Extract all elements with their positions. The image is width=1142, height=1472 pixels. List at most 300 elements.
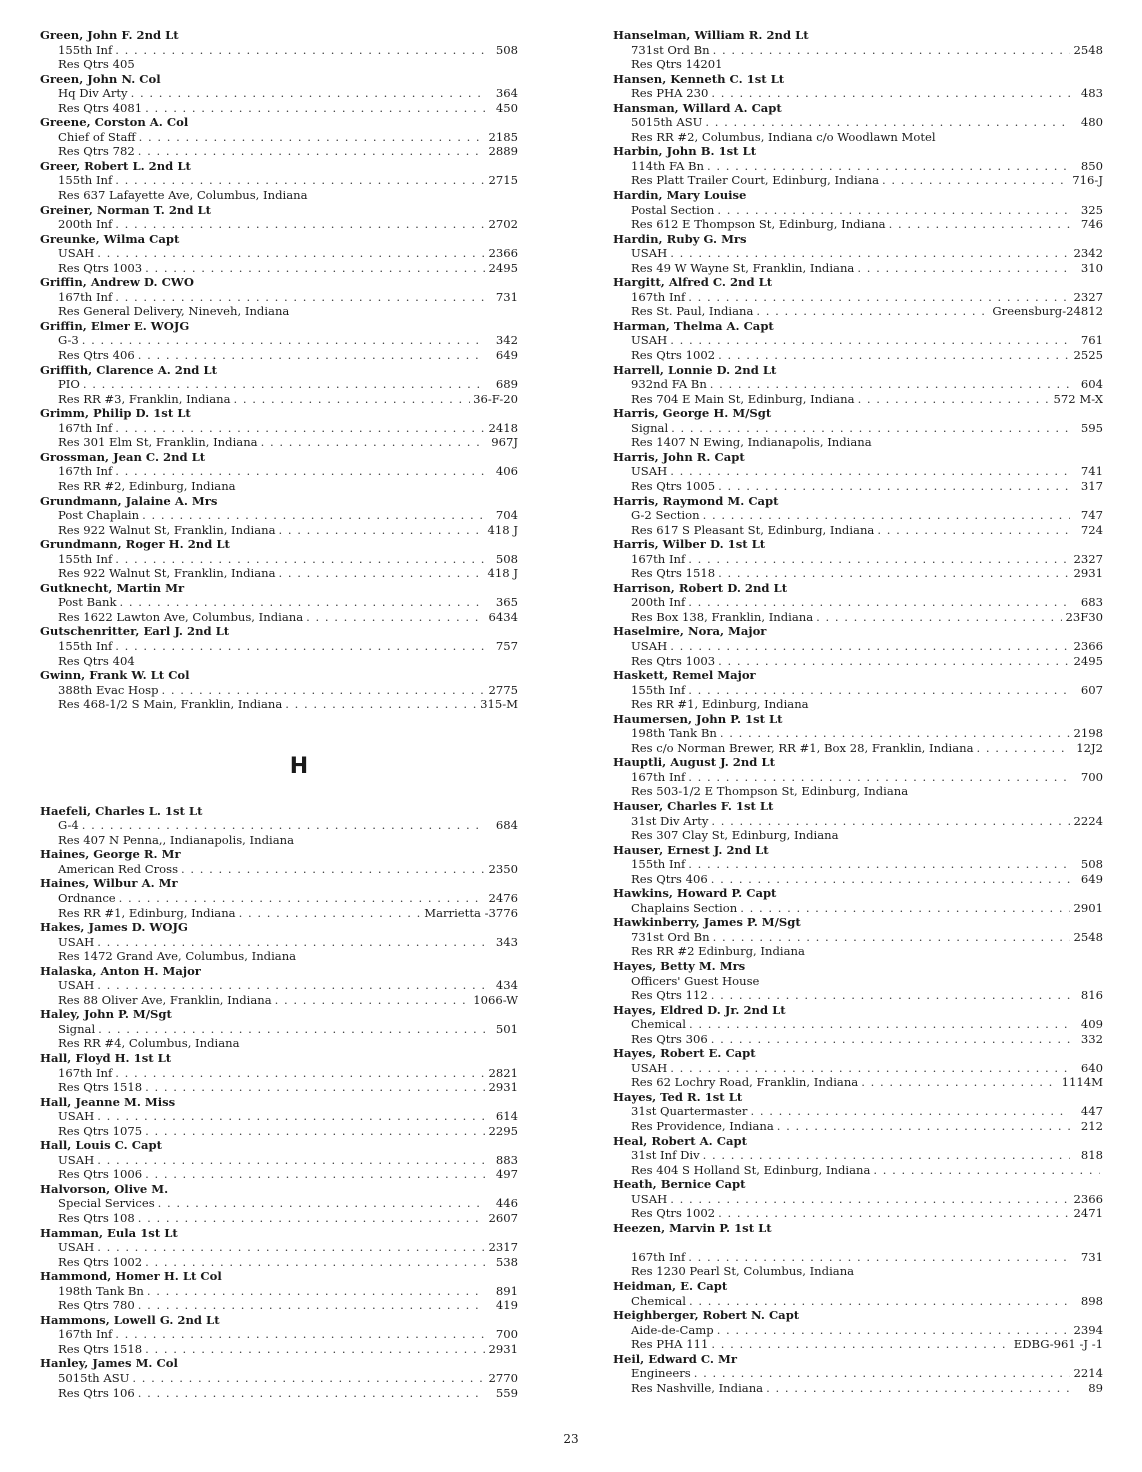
entry-label: 155th Inf [58, 638, 113, 653]
entry-label: Res Qtrs 406 [58, 348, 135, 363]
phone-number: 891 [495, 1283, 518, 1298]
leader-dots [145, 261, 485, 276]
leader-dots [98, 1022, 485, 1037]
entry-label: Haefeli, Charles L. 1st Lt [40, 803, 203, 818]
phone-number: 409 [1080, 1017, 1103, 1032]
leader-dots [279, 566, 485, 581]
phone-number: 2317 [488, 1240, 518, 1255]
entry-detail [613, 508, 1103, 523]
phone-number: 2327 [1073, 289, 1103, 304]
entry-label: Res Qtrs 405 [58, 57, 135, 72]
entry-detail [613, 1075, 1103, 1090]
phone-number: 689 [495, 377, 518, 392]
leader-dots [707, 159, 1070, 174]
phone-number: 2495 [488, 260, 518, 275]
leader-dots [285, 697, 477, 712]
entry-name [613, 363, 1103, 378]
entry-label: Res 1622 Lawton Ave, Columbus, Indiana [58, 609, 304, 624]
leader-dots [670, 1061, 1070, 1076]
phone-number: 2366 [1073, 1191, 1103, 1206]
leader-dots [670, 639, 1070, 654]
entry-label: Res Nashville, Indiana [631, 1380, 764, 1395]
leader-dots [82, 818, 485, 833]
entry-detail [40, 1066, 518, 1081]
entry-detail [40, 304, 518, 319]
entry-label: 155th Inf [631, 682, 686, 697]
entry-label: 167th Inf [631, 289, 686, 304]
leader-dots [139, 130, 485, 145]
entry-detail [613, 639, 1103, 654]
entry-label: Res Qtrs 108 [58, 1211, 135, 1226]
entry-label: 31st Inf Div [631, 1148, 700, 1163]
entry-detail [613, 1061, 1103, 1076]
entry-name [613, 101, 1103, 116]
entry-label: Hansen, Kenneth C. 1st Lt [613, 71, 785, 86]
entry-name [40, 624, 518, 639]
entry-detail [40, 683, 518, 698]
entry-detail [613, 290, 1103, 305]
entry-label: Post Chaplain [58, 508, 140, 523]
entry-name [40, 494, 518, 509]
entry-label: PIO [58, 377, 80, 392]
entry-label: Green, John F. 2nd Lt [40, 28, 179, 42]
entry-detail [40, 610, 518, 625]
phone-number: 315-M [480, 697, 518, 712]
entry-detail [613, 57, 1103, 72]
phone-number: 2327 [1073, 551, 1103, 566]
entry-detail [613, 43, 1103, 58]
phone-number: 450 [495, 100, 518, 115]
leader-dots [239, 906, 422, 921]
entry-label: Harris, John R. Capt [613, 449, 745, 464]
entry-detail [40, 1036, 518, 1051]
entry-detail [613, 130, 1103, 145]
leader-dots [97, 246, 485, 261]
entry-label: USAH [58, 1240, 95, 1255]
leader-dots [138, 144, 485, 159]
entry-name [613, 843, 1103, 858]
entry-name [40, 581, 518, 596]
entry-detail [613, 246, 1103, 261]
entry-name [613, 406, 1103, 421]
entry-label: Res Qtrs 1518 [631, 566, 716, 581]
leader-dots [145, 1124, 485, 1139]
entry-label: Engineers [631, 1366, 691, 1381]
leader-dots [115, 173, 485, 188]
entry-name [40, 1269, 518, 1284]
entry-detail [40, 566, 518, 581]
leader-dots [688, 683, 1070, 698]
entry-name [613, 624, 1103, 639]
entry-name [40, 876, 518, 891]
phone-number: 434 [495, 978, 518, 993]
phone-number: 640 [1080, 1060, 1103, 1075]
entry-detail [40, 1342, 518, 1357]
entry-label: Hawkinberry, James P. M/Sgt [613, 915, 801, 930]
leader-dots [711, 86, 1070, 101]
leader-dots [97, 978, 485, 993]
entry-detail [40, 333, 518, 348]
entry-label: Hauser, Charles F. 1st Lt [613, 798, 774, 813]
entry-name [613, 1134, 1103, 1149]
entry-label: 731st Ord Bn [631, 929, 710, 944]
phone-number: 447 [1080, 1104, 1103, 1119]
entry-label: Hakes, James D. WOJG [40, 920, 188, 935]
entry-name [613, 232, 1103, 247]
blank-line [613, 1235, 1103, 1250]
phone-number: 419 [495, 1298, 518, 1313]
entry-name [40, 232, 518, 247]
phone-number: 508 [495, 42, 518, 57]
entry-label: Res RR #1, Edinburg, Indiana [631, 697, 809, 712]
entry-label: Hauser, Ernest J. 2nd Lt [613, 842, 769, 857]
entry-label: Heighberger, Robert N. Capt [613, 1308, 800, 1323]
phone-number: 406 [495, 464, 518, 479]
entry-detail [40, 290, 518, 305]
entry-label: Res Qtrs 1003 [58, 260, 143, 275]
entry-name [40, 1007, 518, 1022]
entry-name [613, 915, 1103, 930]
entry-label: Res PHA 230 [631, 86, 709, 101]
phone-number: 2394 [1073, 1322, 1103, 1337]
phone-number: 700 [495, 1327, 518, 1342]
phone-number: 1066-W [473, 992, 518, 1007]
entry-detail [613, 595, 1103, 610]
entry-label: Grimm, Philip D. 1st Lt [40, 406, 191, 421]
entry-detail [40, 217, 518, 232]
entry-detail [613, 1381, 1103, 1396]
entry-label: Hargitt, Alfred C. 2nd Lt [613, 275, 773, 290]
entry-name [613, 144, 1103, 159]
leader-dots [717, 1323, 1070, 1338]
entry-detail [40, 261, 518, 276]
entry-label: 198th Tank Bn [58, 1283, 144, 1298]
phone-number: 2495 [1073, 653, 1103, 668]
entry-label: Officers' Guest House [631, 973, 760, 988]
leader-dots [873, 1163, 1100, 1178]
phone-number: 418 J [487, 566, 518, 581]
phone-number: 741 [1080, 464, 1103, 479]
phone-number: 418 J [487, 522, 518, 537]
leader-dots [158, 1196, 485, 1211]
phone-number: 1114M [1061, 1075, 1103, 1090]
entry-label: Res Platt Trailer Court, Edinburg, Indiana [631, 173, 879, 188]
entry-label: 5015th ASU [631, 115, 703, 130]
entry-name [613, 1003, 1103, 1018]
leader-dots [711, 988, 1070, 1003]
entry-label: Res Qtrs 14201 [631, 57, 723, 72]
entry-name [613, 712, 1103, 727]
phone-number: 649 [495, 348, 518, 363]
phone-number: 23F30 [1065, 609, 1103, 624]
entry-label: Res Qtrs 404 [58, 653, 135, 668]
right-column [613, 28, 1103, 1395]
entry-label: 200th Inf [58, 217, 113, 232]
entry-name [40, 804, 518, 819]
entry-label: Hall, Jeanne M. Miss [40, 1094, 176, 1109]
phone-number: 607 [1080, 682, 1103, 697]
entry-label: Harbin, John B. 1st Lt [613, 144, 757, 159]
entry-name [40, 668, 518, 683]
entry-label: Res Qtrs 1002 [58, 1254, 143, 1269]
entry-detail [40, 891, 518, 906]
entry-label: Res Qtrs 780 [58, 1298, 135, 1313]
entry-label: Signal [58, 1021, 96, 1036]
entry-detail [40, 949, 518, 964]
entry-label: Grossman, Jean C. 2nd Lt [40, 449, 206, 464]
leader-dots [703, 1148, 1070, 1163]
phone-number: Marrietta -3776 [424, 905, 518, 920]
entry-label: Hall, Floyd H. 1st Lt [40, 1051, 172, 1065]
entry-detail [613, 872, 1103, 887]
phone-number: 747 [1080, 508, 1103, 523]
entry-detail [40, 1022, 518, 1037]
phone-number: 325 [1080, 202, 1103, 217]
leader-dots [689, 1017, 1070, 1032]
entry-label: Greene, Corston A. Col [40, 115, 189, 130]
leader-dots [138, 348, 485, 363]
entry-detail [40, 1371, 518, 1386]
entry-label: Res Providence, Indiana [631, 1119, 774, 1134]
leader-dots [82, 333, 485, 348]
leader-dots [115, 290, 485, 305]
phone-number: 2702 [488, 217, 518, 232]
entry-detail [40, 862, 518, 877]
phone-number: 2366 [1073, 638, 1103, 653]
leader-dots [694, 1366, 1070, 1381]
leader-dots [142, 508, 485, 523]
entry-detail [613, 784, 1103, 799]
phone-number: 2821 [488, 1065, 518, 1080]
entry-detail [613, 697, 1103, 712]
phone-number: 212 [1080, 1119, 1103, 1134]
entry-label: Res Qtrs 1003 [631, 653, 716, 668]
entry-label: Haumersen, John P. 1st Lt [613, 711, 783, 726]
entry-label: Heal, Robert A. Capt [613, 1133, 747, 1148]
entry-detail [40, 595, 518, 610]
phone-number: 446 [495, 1196, 518, 1211]
entry-label: Res St. Paul, Indiana [631, 304, 754, 319]
entry-label: 167th Inf [58, 1065, 113, 1080]
entry-label: Res RR #2, Edinburg, Indiana [58, 478, 236, 493]
leader-dots [882, 173, 1069, 188]
entry-label: USAH [631, 333, 668, 348]
entry-name [613, 1177, 1103, 1192]
entry-label: Signal [631, 420, 669, 435]
entry-detail [613, 857, 1103, 872]
entry-label: Griffin, Andrew D. CWO [40, 275, 194, 290]
entry-label: Chief of Staff [58, 129, 136, 144]
entry-label: Res 1407 N Ewing, Indianapolis, Indiana [631, 435, 872, 450]
phone-number: 2607 [488, 1211, 518, 1226]
entry-detail [613, 1104, 1103, 1119]
entry-label: Res Qtrs 1518 [58, 1341, 143, 1356]
entry-label: Griffith, Clarence A. 2nd Lt [40, 362, 217, 377]
entry-label: Res RR #2 Edinburg, Indiana [631, 944, 805, 959]
phone-number: 649 [1080, 871, 1103, 886]
leader-dots [718, 654, 1070, 669]
entry-label: Green, John N. Col [40, 71, 161, 86]
entry-detail [40, 906, 518, 921]
entry-detail [613, 479, 1103, 494]
entry-detail [40, 173, 518, 188]
entry-name [40, 319, 518, 334]
entry-detail [40, 1327, 518, 1342]
entry-detail [40, 935, 518, 950]
entry-label: Greer, Robert L. 2nd Lt [40, 158, 191, 173]
entry-name [613, 537, 1103, 552]
entry-detail [40, 1196, 518, 1211]
page-number: 23 [563, 1432, 579, 1446]
entry-name [40, 28, 518, 43]
leader-dots [688, 770, 1070, 785]
leader-dots [145, 1167, 485, 1182]
entry-detail [40, 1211, 518, 1226]
leader-dots [688, 552, 1070, 567]
phone-number: 317 [1080, 478, 1103, 493]
leader-dots [688, 857, 1070, 872]
phone-number: 2775 [488, 682, 518, 697]
phone-number: 883 [495, 1152, 518, 1167]
entry-name [40, 1051, 518, 1066]
section-heading-h: H [289, 753, 309, 779]
entry-detail [40, 1386, 518, 1401]
entry-label: 932nd FA Bn [631, 377, 707, 392]
entry-detail [613, 1017, 1103, 1032]
entry-detail [40, 377, 518, 392]
phone-number: 572 M-X [1053, 391, 1103, 406]
entry-label: Gutknecht, Martin Mr [40, 580, 185, 595]
entry-label: Res 922 Walnut St, Franklin, Indiana [58, 522, 276, 537]
entry-detail [613, 203, 1103, 218]
leader-dots [120, 595, 485, 610]
leader-dots [718, 1206, 1070, 1221]
entry-label: Griffin, Elmer E. WOJG [40, 318, 190, 333]
entry-detail [613, 683, 1103, 698]
entry-detail [40, 1255, 518, 1270]
entry-name [40, 406, 518, 421]
entry-label: Halaska, Anton H. Major [40, 963, 201, 978]
entry-label: 388th Evac Hosp [58, 682, 159, 697]
entry-label: Hall, Louis C. Capt [40, 1138, 162, 1153]
leader-dots [688, 595, 1070, 610]
leader-dots [670, 333, 1070, 348]
entry-name [613, 1279, 1103, 1294]
entry-label: Res 407 N Penna,, Indianapolis, Indiana [58, 832, 294, 847]
entry-detail [613, 523, 1103, 538]
leader-dots [145, 1255, 485, 1270]
entry-label: Hayes, Robert E. Capt [613, 1046, 756, 1061]
entry-detail [613, 1192, 1103, 1207]
entry-name [40, 847, 518, 862]
phone-number: 595 [1080, 420, 1103, 435]
leader-dots [115, 421, 485, 436]
entry-detail [40, 993, 518, 1008]
entry-label: Res 307 Clay St, Edinburg, Indiana [631, 828, 839, 843]
entry-label: Res 704 E Main St, Edinburg, Indiana [631, 391, 855, 406]
entry-label: Res 88 Oliver Ave, Franklin, Indiana [58, 992, 272, 1007]
entry-name [40, 964, 518, 979]
entry-name [613, 319, 1103, 334]
left-column [40, 28, 518, 1400]
leader-dots [97, 1109, 485, 1124]
entry-detail [40, 1240, 518, 1255]
entry-label: Res Qtrs 1002 [631, 1206, 716, 1221]
entry-name [613, 1090, 1103, 1105]
entry-detail [613, 566, 1103, 581]
entry-detail [40, 101, 518, 116]
phone-number: 480 [1080, 115, 1103, 130]
phone-number: 538 [495, 1254, 518, 1269]
entry-detail [613, 464, 1103, 479]
entry-detail [613, 930, 1103, 945]
entry-detail [613, 217, 1103, 232]
entry-detail [40, 43, 518, 58]
entry-label: Res 468-1/2 S Main, Franklin, Indiana [58, 697, 283, 712]
phone-number: 967J [491, 435, 518, 450]
entry-detail [613, 552, 1103, 567]
entry-detail [613, 1032, 1103, 1047]
entry-detail [40, 246, 518, 261]
leader-dots [710, 377, 1070, 392]
entry-label: Haines, Wilbur A. Mr [40, 876, 178, 891]
entry-label: Postal Section [631, 202, 715, 217]
entry-label: Hardin, Ruby G. Mrs [613, 231, 747, 246]
entry-detail [40, 348, 518, 363]
phone-number: 2418 [488, 420, 518, 435]
entry-detail [40, 1080, 518, 1095]
entry-name [613, 668, 1103, 683]
leader-dots [858, 392, 1051, 407]
entry-label: Harris, Wilber D. 1st Lt [613, 537, 766, 552]
phone-number: 6434 [488, 609, 518, 624]
entry-name [613, 799, 1103, 814]
leader-dots [83, 377, 485, 392]
phone-number: 483 [1080, 86, 1103, 101]
entry-label: Harrison, Robert D. 2nd Lt [613, 580, 788, 595]
phone-number: 2715 [488, 173, 518, 188]
phone-number: 2342 [1073, 246, 1103, 261]
phone-number: 2295 [488, 1123, 518, 1138]
entry-label: Res 49 W Wayne St, Franklin, Indiana [631, 260, 855, 275]
entry-label: 731st Ord Bn [631, 42, 710, 57]
leader-dots [131, 86, 485, 101]
entry-label: Gwinn, Frank W. Lt Col [40, 668, 190, 683]
entry-detail [613, 1206, 1103, 1221]
entry-label: Haskett, Remel Major [613, 668, 756, 683]
entry-name [613, 755, 1103, 770]
leader-dots [138, 1298, 485, 1313]
entry-detail [40, 833, 518, 848]
leader-dots [306, 610, 485, 625]
entry-name [613, 1308, 1103, 1323]
phone-number: 716-J [1072, 173, 1103, 188]
leader-dots [756, 304, 989, 319]
entry-name [613, 275, 1103, 290]
phone-number: 89 [1088, 1380, 1103, 1395]
phone-number: 2476 [488, 890, 518, 905]
entry-detail [613, 974, 1103, 989]
entry-detail [613, 173, 1103, 188]
entry-label: Hayes, Ted R. 1st Lt [613, 1089, 743, 1104]
phone-number: 364 [495, 86, 518, 101]
entry-label: Hansman, Willard A. Capt [613, 100, 782, 115]
entry-label: 5015th ASU [58, 1371, 130, 1386]
entry-detail [613, 1163, 1103, 1178]
entry-label: USAH [58, 934, 95, 949]
leader-dots [670, 246, 1070, 261]
entry-label: 31st Div Arty [631, 813, 709, 828]
